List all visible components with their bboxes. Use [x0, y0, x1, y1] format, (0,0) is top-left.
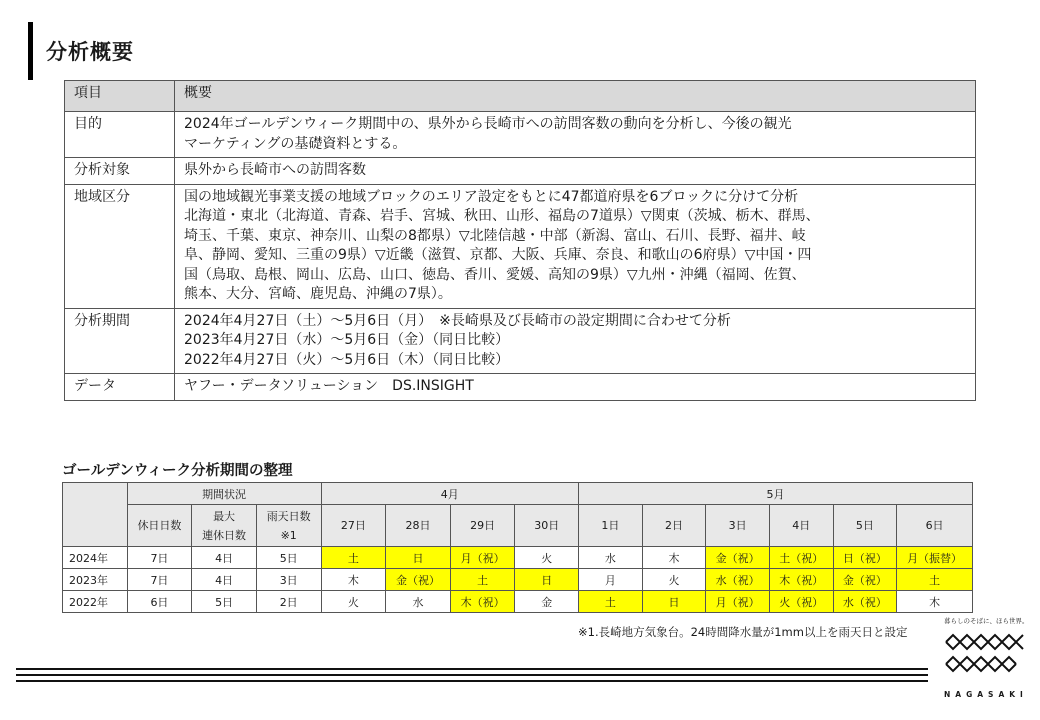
gw-holidays-cell: 7日: [127, 547, 192, 569]
gw-day-cell: 金: [515, 591, 579, 613]
overview-table: [64, 80, 976, 401]
overview-key: 地域区分: [65, 184, 175, 308]
gw-day-cell: 金（祝）: [833, 569, 897, 591]
logo-city-name: NAGASAKI: [944, 690, 1028, 699]
footer-rule: [16, 668, 928, 670]
overview-row: [65, 184, 976, 308]
overview-value: 2024年4月27日（土）～5月6日（月） ※長崎県及び長崎市の設定期間に合わせて分析 2023年4月27日（水）～5月6日（金）（同日比較） 2022年4月27日（火）～5月6日（木）（同日比較）: [175, 308, 976, 374]
gw-day-cell: 日: [386, 547, 451, 569]
overview-key: データ: [65, 374, 175, 401]
gw-max-header-line2: 連休日数: [202, 528, 247, 542]
nagasaki-mark-icon: [942, 628, 1026, 684]
gw-day-cell: 火: [642, 569, 706, 591]
gw-year-label: 2024年: [63, 547, 128, 569]
overview-header-row: [65, 81, 976, 112]
overview-header-value: 概要: [175, 81, 976, 112]
gw-year-row: [63, 547, 973, 569]
gw-day-header: 28日: [386, 505, 451, 547]
overview-row: [65, 158, 976, 185]
gw-day-cell: 金（祝）: [706, 547, 770, 569]
overview-value: 2024年ゴールデンウィーク期間中の、県外から長崎市への訪問客数の動向を分析し、今後の観光 マーケティングの基礎資料とする。: [175, 112, 976, 158]
overview-key: 分析対象: [65, 158, 175, 185]
gw-day-cell: 金（祝）: [386, 569, 451, 591]
gw-corner-cell: [63, 483, 128, 547]
gw-day-header: 27日: [321, 505, 386, 547]
gw-period-table: [62, 482, 973, 613]
gw-day-header: 4日: [769, 505, 833, 547]
rain-footnote: ※1.長崎地方気象台。24時間降水量が1mm以上を雨天日と設定: [578, 625, 908, 639]
gw-rain-header-line2: ※1: [280, 528, 297, 542]
overview-value: 県外から長崎市への訪問客数: [175, 158, 976, 185]
gw-day-header: 30日: [515, 505, 579, 547]
gw-holidays-cell: 7日: [127, 569, 192, 591]
gw-day-header: 5日: [833, 505, 897, 547]
gw-day-header: 2日: [642, 505, 706, 547]
page-title: 分析概要: [46, 40, 134, 64]
gw-section-title: ゴールデンウィーク分析期間の整理: [62, 463, 293, 479]
gw-year-row: [63, 569, 973, 591]
gw-day-header: 6日: [897, 505, 973, 547]
gw-day-header: 29日: [450, 505, 515, 547]
gw-day-cell: 火: [515, 547, 579, 569]
gw-year-label: 2023年: [63, 569, 128, 591]
gw-day-cell: 月（祝）: [706, 591, 770, 613]
gw-day-cell: 木: [897, 591, 973, 613]
overview-value: 国の地域観光事業支援の地域ブロックのエリア設定をもとに47都道府県を6ブロックに分けて分析 北海道・東北（北海道、青森、岩手、宮城、秋田、山形、福島の7道県）▽関東（茨城、栃木、群馬、 埼玉、千葉、東京、神奈川、山梨の8都県）▽北陸信越・中部（新潟、富山、石川、長野、福井、岐 阜、静岡、愛知、三重の9県）▽近畿（滋賀、京都、大阪、兵庫、奈良、和歌山の6府県）▽中国・四 国（鳥取、島根、岡山、広島、山口、徳島、香川、愛媛、高知の9県）▽九州・沖縄（福岡、佐賀、 熊本、大分、宮崎、鹿児島、沖縄の7県）。: [175, 184, 976, 308]
gw-day-cell: 火（祝）: [769, 591, 833, 613]
title-accent-bar: [28, 22, 33, 80]
overview-key: 目的: [65, 112, 175, 158]
overview-row: [65, 308, 976, 374]
gw-max-header-line1: 最大: [213, 509, 236, 523]
gw-day-cell: 日: [515, 569, 579, 591]
gw-day-header: 3日: [706, 505, 770, 547]
gw-day-cell: 木（祝）: [450, 591, 515, 613]
gw-day-cell: 土: [579, 591, 643, 613]
gw-header-row: [63, 483, 973, 505]
overview-row: [65, 112, 976, 158]
gw-rain-header-line1: 雨天日数: [266, 509, 311, 523]
gw-day-cell: 水（祝）: [833, 591, 897, 613]
gw-day-cell: 水: [579, 547, 643, 569]
gw-day-cell: 火: [321, 591, 386, 613]
gw-day-cell: 日: [642, 591, 706, 613]
gw-april-header: 4月: [321, 483, 579, 505]
gw-day-cell: 月（振替）: [897, 547, 973, 569]
gw-day-cell: 月（祝）: [450, 547, 515, 569]
gw-day-cell: 水: [386, 591, 451, 613]
gw-rain-cell: 5日: [256, 547, 321, 569]
gw-max-header: [192, 505, 257, 547]
overview-key: 分析期間: [65, 308, 175, 374]
gw-day-header: 1日: [579, 505, 643, 547]
gw-day-cell: 日（祝）: [833, 547, 897, 569]
gw-year-label: 2022年: [63, 591, 128, 613]
footer-rule: [16, 680, 928, 682]
gw-may-header: 5月: [579, 483, 973, 505]
gw-holidays-cell: 6日: [127, 591, 192, 613]
gw-day-cell: 土: [897, 569, 973, 591]
overview-row: [65, 374, 976, 401]
gw-rain-header: [256, 505, 321, 547]
gw-year-row: [63, 591, 973, 613]
gw-max-cell: 5日: [192, 591, 257, 613]
gw-status-header: 期間状況: [127, 483, 321, 505]
gw-day-cell: 月: [579, 569, 643, 591]
gw-day-cell: 土（祝）: [769, 547, 833, 569]
gw-day-cell: 土: [321, 547, 386, 569]
gw-rain-cell: 3日: [256, 569, 321, 591]
logo-tagline: 暮らしのそばに、ほら世界。: [944, 617, 1029, 625]
gw-rain-cell: 2日: [256, 591, 321, 613]
gw-subheader-row: [63, 505, 973, 547]
gw-max-cell: 4日: [192, 569, 257, 591]
overview-header-key: 項目: [65, 81, 175, 112]
gw-day-cell: 木: [321, 569, 386, 591]
overview-value: ヤフー・データソリューション DS.INSIGHT: [175, 374, 976, 401]
gw-holidays-header: 休日日数: [127, 505, 192, 547]
gw-max-cell: 4日: [192, 547, 257, 569]
gw-day-cell: 土: [450, 569, 515, 591]
gw-day-cell: 木（祝）: [769, 569, 833, 591]
footer-rule: [16, 674, 928, 676]
gw-day-cell: 水（祝）: [706, 569, 770, 591]
gw-day-cell: 木: [642, 547, 706, 569]
